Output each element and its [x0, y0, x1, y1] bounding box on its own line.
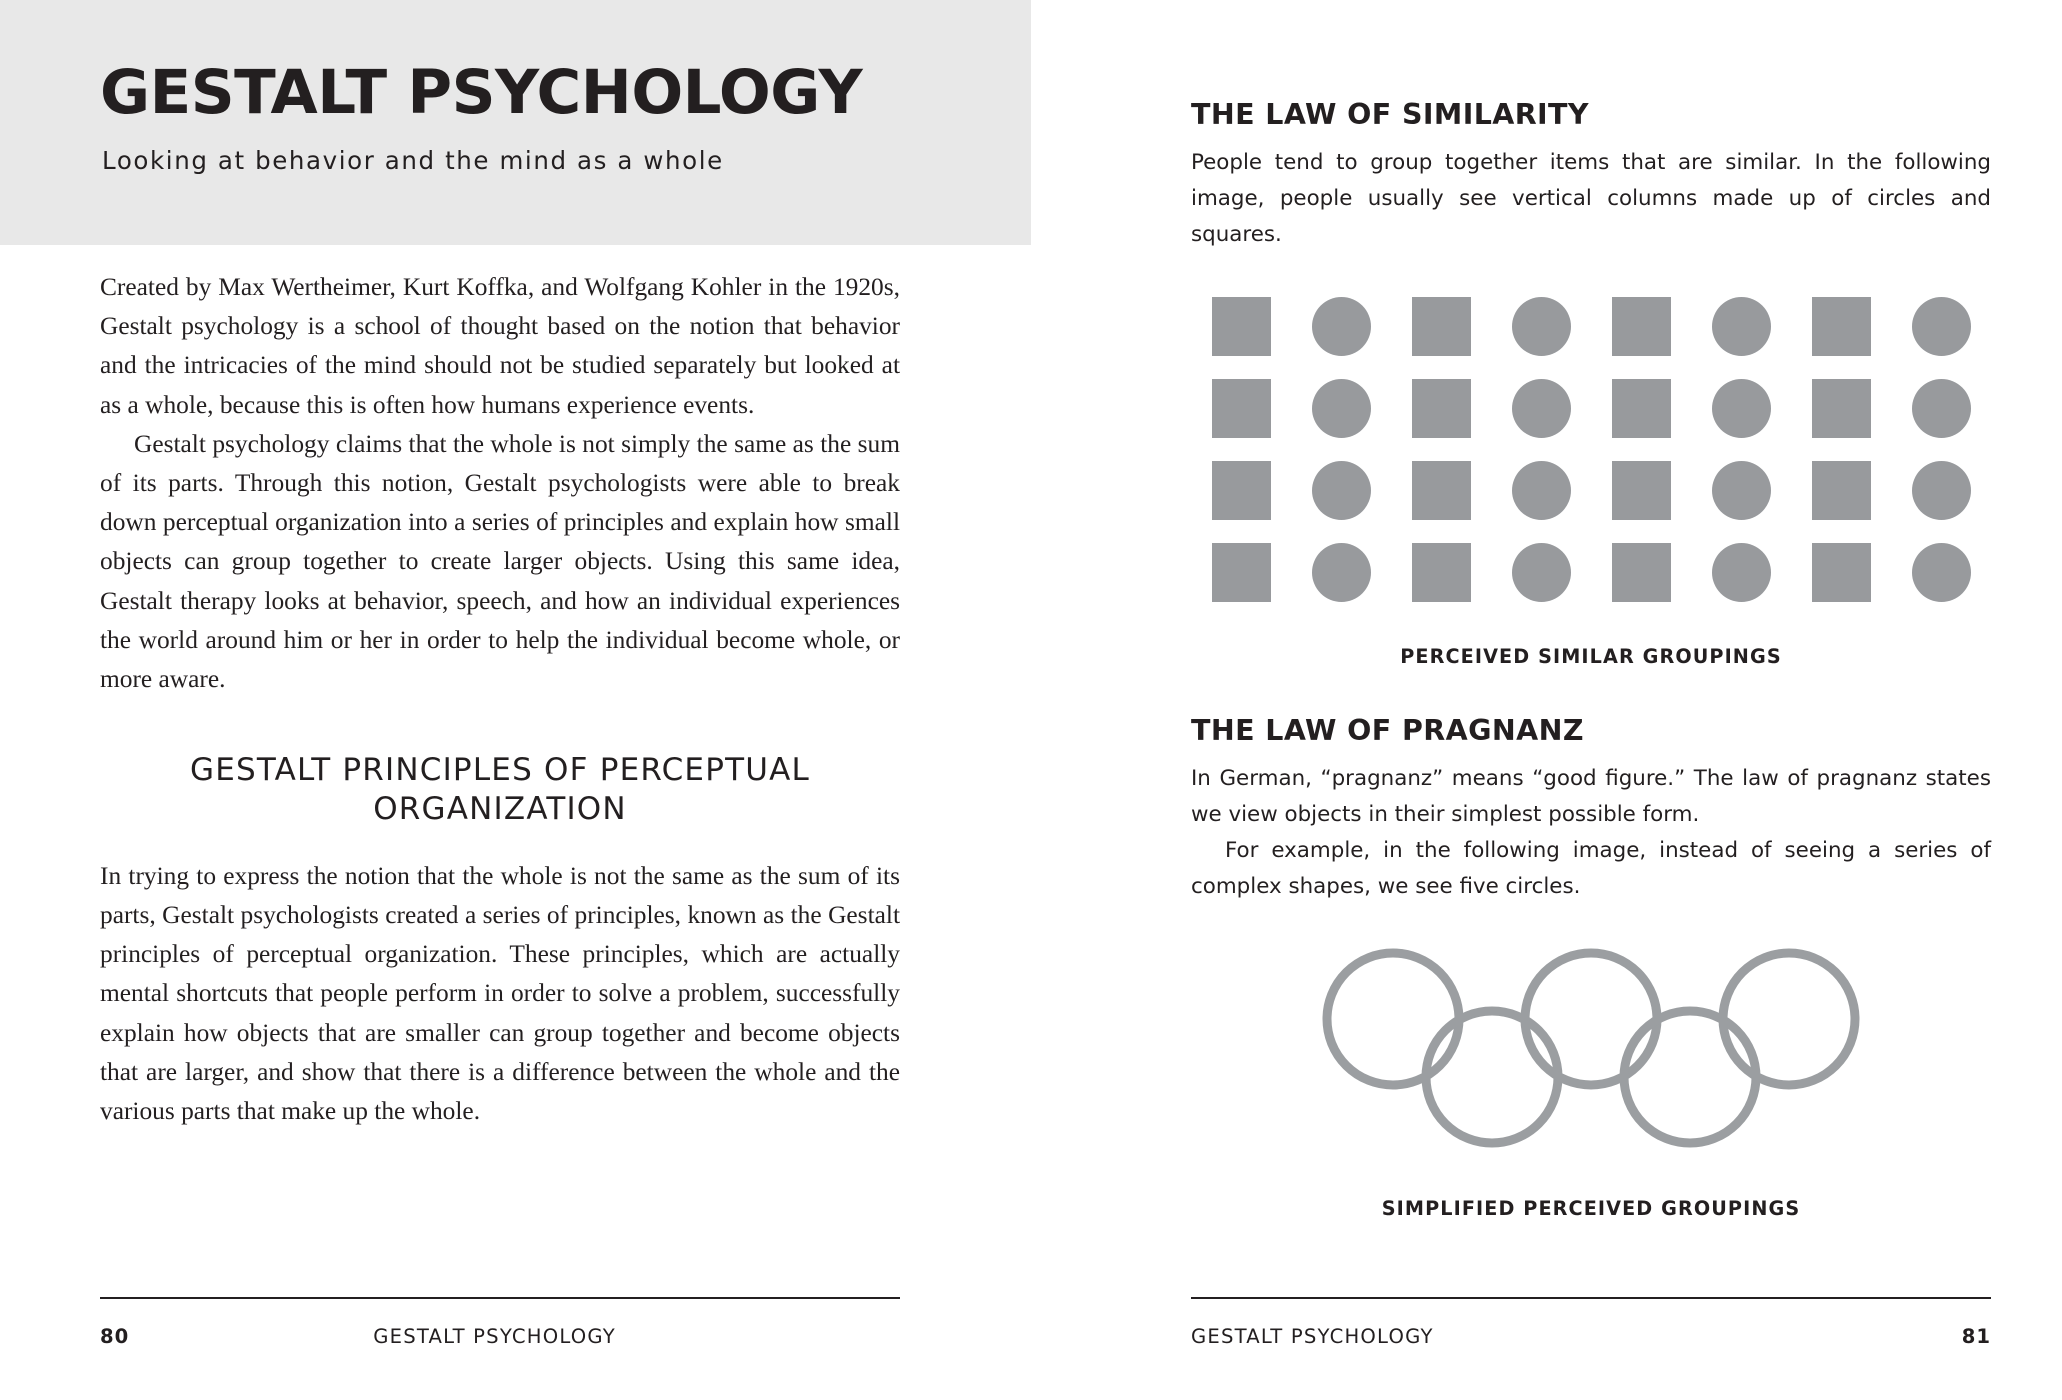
right-body-column	[1191, 98, 1991, 1220]
ring-3	[1525, 953, 1657, 1085]
grid-square	[1812, 543, 1871, 602]
grid-square	[1612, 297, 1671, 356]
ring-5	[1723, 953, 1855, 1085]
grid-circle	[1912, 297, 1971, 356]
right-footer	[1191, 1297, 1991, 1348]
grid-square	[1212, 379, 1271, 438]
grid-square	[1812, 461, 1871, 520]
running-head-right: GESTALT PSYCHOLOGY	[1191, 1325, 1434, 1348]
grid-square	[1212, 543, 1271, 602]
section-heading: GESTALT PRINCIPLES OF PERCEPTUAL ORGANIZATION	[189, 752, 811, 827]
footer-row	[1191, 1325, 1991, 1348]
ring-1	[1327, 953, 1459, 1085]
grid-square	[1612, 379, 1671, 438]
page-number-left: 80	[100, 1325, 130, 1348]
grid-square	[1412, 543, 1471, 602]
grid-circle	[1512, 379, 1571, 438]
law-of-pragnanz-heading: THE LAW OF PRAGNANZ	[1191, 714, 1584, 747]
law-of-pragnanz-paragraph-1: In German, “pragnanz” means “good figure.” The law of pragnanz states we view objects in their simplest possible form.	[1191, 766, 1991, 827]
page-title: GESTALT PSYCHOLOGY	[100, 57, 863, 128]
left-body-column	[100, 268, 900, 1131]
similarity-figure	[1191, 291, 1991, 668]
grid-circle	[1912, 461, 1971, 520]
footer-row	[100, 1325, 900, 1348]
grid-circle	[1312, 297, 1371, 356]
law-of-similarity-heading: THE LAW OF SIMILARITY	[1191, 98, 1589, 131]
grid-circle	[1312, 461, 1371, 520]
law-of-similarity-paragraph: People tend to group together items that are similar. In the following image, people usually see vertical columns made up of circles and squares.	[1191, 150, 1991, 247]
running-head-left: GESTALT PSYCHOLOGY	[373, 1325, 616, 1348]
grid-circle	[1712, 543, 1771, 602]
body-paragraph-1: Created by Max Wertheimer, Kurt Koffka, and Wolfgang Kohler in the 1920s, Gestalt psychology is a school of thought based on the notion that behavior and the intricacies of the mind should not be studied separately but looked at as a whole, because this is often how humans experience events.	[100, 273, 900, 419]
grid-square	[1212, 297, 1271, 356]
grid-circle	[1512, 297, 1571, 356]
title-block	[100, 57, 940, 176]
footer-divider	[1191, 1297, 1991, 1299]
grid-circle	[1912, 379, 1971, 438]
body-paragraph-2: Gestalt psychology claims that the whole is not simply the same as the sum of its parts. Through this notion, Gestalt psychologists were able to break down perceptual organization into a series of principles and explain how small objects can group together to create larger objects. Using this same idea, Gestalt therapy looks at behavior, speech, and how an individual experiences the world around him or her in order to help the individual become whole, or more aware.	[100, 429, 900, 694]
grid-circle	[1912, 543, 1971, 602]
grid-circle	[1712, 461, 1771, 520]
section-paragraph: In trying to express the notion that the whole is not the same as the sum of its parts, Gestalt psychologists created a series of principles, known as the Gestalt principles of perceptual organization. These principles, which are actually mental shortcuts that people perform in order to solve a problem, successfully explain how objects that are smaller can group together and become objects that are larger, and show that there is a difference between the whole and the various parts that make up the whole.	[100, 861, 900, 1125]
grid-circle	[1312, 543, 1371, 602]
law-of-pragnanz-paragraph-2: For example, in the following image, instead of seeing a series of complex shapes, we see five circles.	[1191, 838, 1991, 899]
grid-square	[1612, 543, 1671, 602]
grid-square	[1812, 379, 1871, 438]
pragnanz-figure-caption: SIMPLIFIED PERCEIVED GROUPINGS	[1381, 1197, 1801, 1220]
grid-square	[1612, 461, 1671, 520]
grid-square	[1412, 461, 1471, 520]
grid-circle	[1712, 297, 1771, 356]
grid-square	[1212, 461, 1271, 520]
left-footer	[100, 1297, 900, 1348]
grid-circle	[1312, 379, 1371, 438]
grid-circle	[1512, 461, 1571, 520]
grid-square	[1412, 379, 1471, 438]
ring-2	[1426, 1011, 1558, 1143]
right-page	[1031, 0, 2062, 1400]
grid-circle	[1712, 379, 1771, 438]
grid-circle	[1512, 543, 1571, 602]
similar-groupings-grid	[1191, 291, 1991, 607]
page-subtitle: Looking at behavior and the mind as a whole	[102, 146, 724, 176]
pragnanz-figure	[1191, 941, 1991, 1220]
similarity-figure-caption: PERCEIVED SIMILAR GROUPINGS	[1400, 645, 1782, 668]
ring-4	[1624, 1011, 1756, 1143]
grid-square	[1812, 297, 1871, 356]
footer-divider	[100, 1297, 900, 1299]
olympic-rings-graphic	[1321, 941, 1861, 1171]
grid-square	[1412, 297, 1471, 356]
page-number-right: 81	[1961, 1325, 1991, 1348]
